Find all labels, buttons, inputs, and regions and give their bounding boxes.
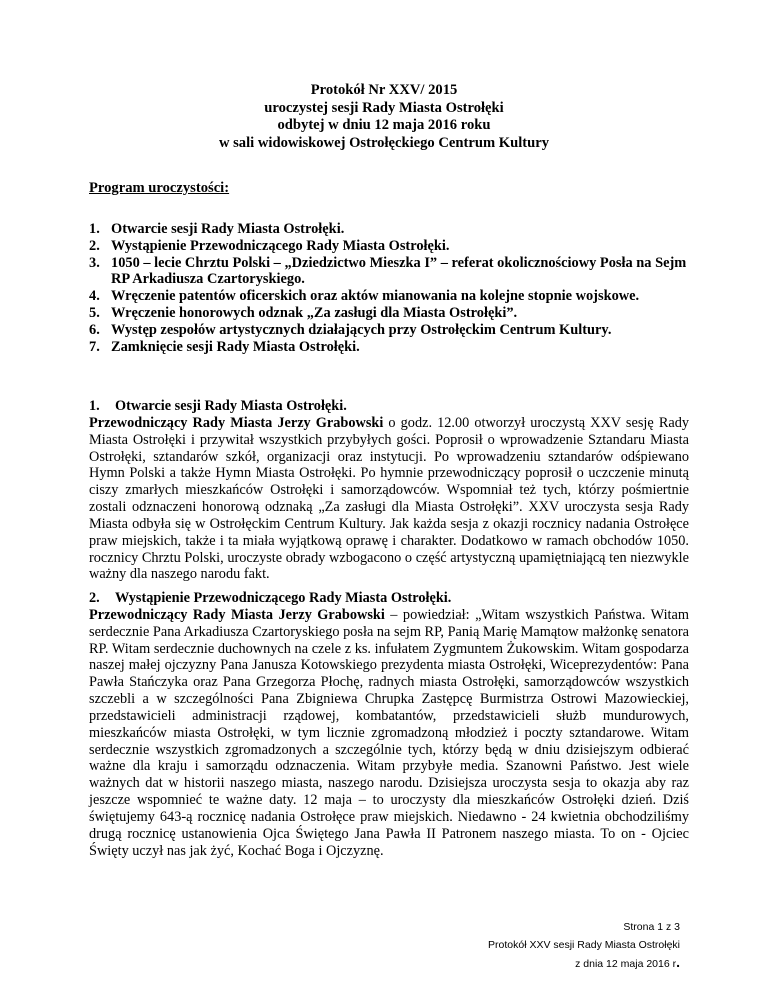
section-number: 1.: [89, 398, 100, 414]
list-item: [89, 238, 689, 255]
paragraph-text: o godz. 12.00 otworzył uroczystą XXV sesję Rady Miasta Ostrołęki i przywitał wszystkich przybyłych gości. Poprosił o wprowadzenie Sztandaru Miasta Ostrołęki, sztandarów szkół, organizacji oraz instytucji. Po wprowadzeniu sztandarów odśpiewano Hymn Polski a także Hymn Miasta Ostrołęki. Po hymnie przewodniczący poprosił o uczczenie minutą ciszy zmarłych mieszkańców Ostrołęki i samorządowców. Wspomniał też tych, którzy pośmiertnie zostali odznaczeni honorową odznaką „Za zasługi dla Miasta Ostrołęki”. XXV uroczysta sesja Rady Miasta odbyła się w Ostrołęckim Centrum Kultury. Jak każda sesja z okazji rocznicy nadania Ostrołęce praw miejskich, także i ta miała wyjątkową oprawę i charakter. Dodatkowo w ramach obchodów 1050. rocznicy Chrztu Polski, uroczyste obrady wzbogacono o część artystyczną upamiętniającą ten niezwykle ważny dla naszego narodu fakt.: [89, 414, 689, 583]
document-header: [0, 82, 768, 152]
program-list: [89, 221, 689, 355]
section-heading: [89, 398, 689, 415]
list-item-text: Wystąpienie Przewodniczącego Rady Miasta Ostrołęki.: [111, 237, 450, 254]
list-item-text: 1050 – lecie Chrztu Polski – „Dziedzictwo Mieszka I” – referat okolicznościowy Posła na Sejm RP Arkadiusza Czartoryskiego.: [111, 254, 687, 288]
list-item-number: 1.: [89, 221, 100, 237]
list-item-text: Wręczenie honorowych odznak „Za zasługi dla Miasta Ostrołęki”.: [111, 304, 518, 321]
list-item-number: 4.: [89, 288, 100, 305]
list-item-number: 3.: [89, 254, 100, 271]
protocol-title: Protokół Nr XXV/ 2015: [310, 82, 458, 98]
section-title: Otwarcie sesji Rady Miasta Ostrołęki.: [115, 398, 347, 414]
section-paragraph: [89, 607, 689, 860]
page-number: Strona 1 z 3: [623, 921, 680, 933]
protocol-subtitle-1: uroczystej sesji Rady Miasta Ostrołęki: [264, 99, 504, 116]
list-item-text: Występ zespołów artystycznych działających przy Ostrołęckim Centrum Kultury.: [111, 321, 612, 338]
speaker-name: Przewodniczący Rady Miasta Jerzy Grabowski: [89, 606, 385, 623]
list-item: [89, 288, 689, 305]
section-speech: [89, 590, 689, 860]
footer-date-dot: .: [676, 954, 680, 970]
section-paragraph: [89, 415, 689, 583]
list-item-number: 7.: [89, 338, 100, 355]
footer-date-text: z dnia 12 maja 2016 r: [575, 958, 677, 970]
program-heading: Program uroczystości:: [89, 180, 230, 196]
section-opening: [89, 398, 689, 583]
protocol-subtitle-3: w sali widowiskowej Ostrołęckiego Centrum Kultury: [218, 134, 550, 151]
list-item-number: 6.: [89, 321, 100, 338]
footer-protocol-name: Protokół XXV sesji Rady Miasta Ostrołęki: [488, 938, 680, 951]
speaker-name: Przewodniczący Rady Miasta Jerzy Grabowski: [89, 414, 384, 431]
protocol-subtitle-2: odbytej w dniu 12 maja 2016 roku: [277, 117, 491, 133]
paragraph-text: – powiedział: „Witam wszystkich Państwa. Witam serdecznie Pana Arkadiusza Czartoryskiego posła na sejm RP, Panią Marię Mamątow małżonkę senatora RP. Witam serdecznie duchownych na czele z ks. infułatem Zygmuntem Żukowskim. Witam gospodarza naszej małej ojczyzny Pana Janusza Kotowskiego prezydenta miasta Ostrołęki, Wiceprezydentów: Pana Pawła Stańczyka oraz Pana Grzegorza Płochę, radnych miasta Ostrołęki, samorządowców wszystkich szczebli a w szczególności Pana Zbigniewa Chrupka Zastępcę Burmistrza Ostrowi Mazowieckiej, przedstawicieli administracji rządowej, kombatantów, przedstawicieli służb mundurowych, mieszkańców miasta Ostrołęki, w tym licznie zgromadzoną młodzież i poczty sztandarowe. Witam serdecznie wszystkich zgromadzonych a szczególnie tych, którzy będą w dniu dzisiejszym odbierać ważne dla kraju i samorządu odznaczenia. Witam przybyłe media. Szanowni Państwo. Jest wiele ważnych dat w historii naszego miasta, naszego narodu. Dzisiejsza uroczysta sesja to okazja aby raz jeszcze wspomnieć te ważne daty. 12 maja – to uroczysty dla mieszkańców Ostrołęki dzień. Dziś świętujemy 643-ą rocznicę nadania Ostrołęce praw miejskich. Niedawno - 24 kwietnia obchodziliśmy drugą rocznicę ustanowienia Ojca Świętego Jana Pawła II Patronem naszego miasta. To on - Ojciec Święty uczył nas jak żyć, Kochać Boga i Ojczyznę.: [89, 606, 689, 859]
section-heading: [89, 590, 689, 607]
list-item: [89, 221, 689, 238]
list-item: [89, 339, 689, 356]
list-item-text: Wręczenie patentów oficerskich oraz aktów mianowania na kolejne stopnie wojskowe.: [111, 288, 640, 305]
list-item: [89, 305, 689, 322]
list-item-number: 2.: [89, 237, 100, 254]
list-item-text: Otwarcie sesji Rady Miasta Ostrołęki.: [111, 221, 345, 237]
list-item: [89, 255, 689, 289]
section-title: Wystąpienie Przewodniczącego Rady Miasta Ostrołęki.: [115, 590, 452, 606]
list-item-text: Zamknięcie sesji Rady Miasta Ostrołęki.: [111, 338, 360, 355]
page-footer: [488, 919, 680, 974]
list-item-number: 5.: [89, 304, 100, 321]
section-number: 2.: [89, 590, 100, 606]
footer-date: [488, 954, 680, 974]
list-item: [89, 322, 689, 339]
